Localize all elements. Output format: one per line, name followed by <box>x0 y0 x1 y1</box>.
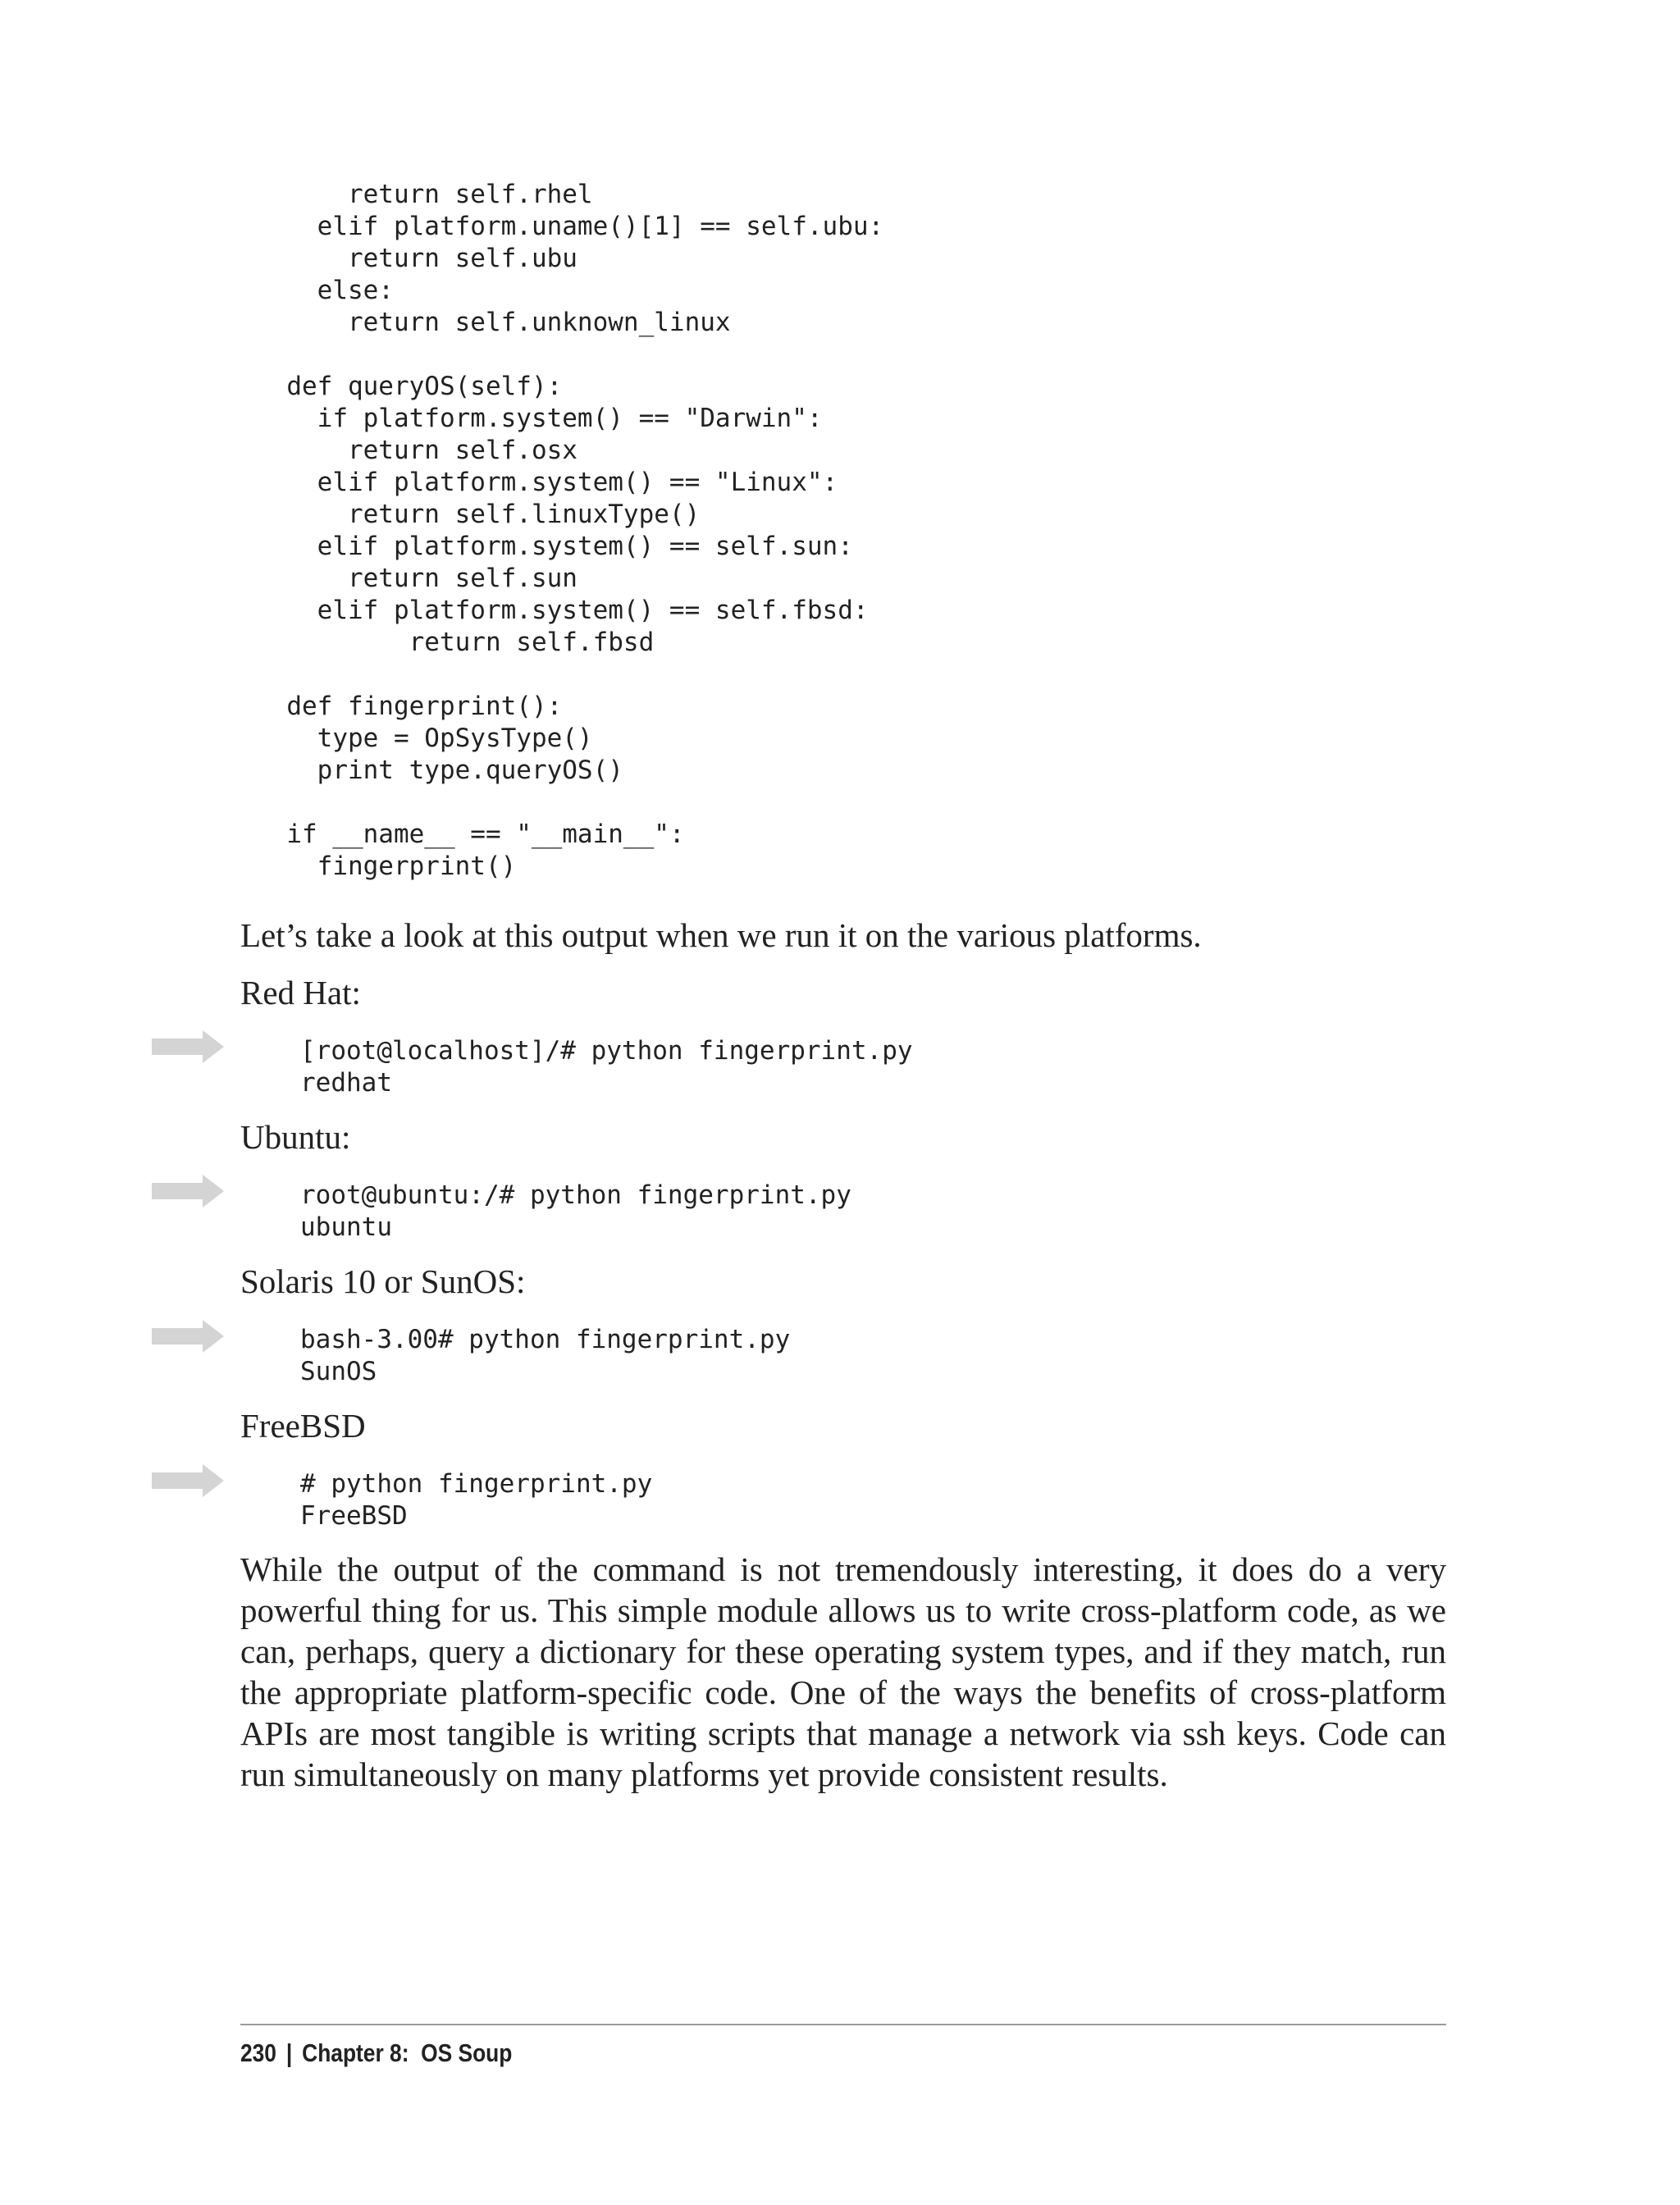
closing-paragraph: While the output of the command is not tremendously interesting, it does do a very powerful thing for us. This simple module allows us to write cross-platform code, as we can, perhaps, query a dictionary for these operating system types, and if they match, run the appropriate platform-specific code. One of the ways the benefits of cross-platform APIs are most tangible is writing scripts that manage a network via ssh keys. Code can run simultaneously on many platforms yet provide consistent results. <box>240 1550 1446 1793</box>
intro-text: Let’s take a look at this output when we run it on the various platforms. <box>240 916 1202 954</box>
example-label-solaris: Solaris 10 or SunOS: <box>240 1262 526 1300</box>
arrow-right-icon <box>152 1320 224 1353</box>
arrow-right-icon <box>152 1030 224 1063</box>
arrow-right-icon <box>152 1464 224 1497</box>
example-output-ubuntu: root@ubuntu:/# python fingerprint.py ubuntu <box>300 1180 851 1242</box>
example-label-freebsd: FreeBSD <box>240 1407 366 1445</box>
example-output-redhat: [root@localhost]/# python fingerprint.py redhat <box>300 1036 913 1098</box>
page-number: 230 <box>240 2038 276 2067</box>
chapter-title: Chapter 8: OS Soup <box>302 2038 513 2067</box>
example-label-ubuntu: Ubuntu: <box>240 1118 351 1156</box>
footer-separator: | <box>285 2038 293 2067</box>
example-output-freebsd: # python fingerprint.py FreeBSD <box>300 1469 653 1531</box>
footer-rule <box>240 2024 1446 2025</box>
example-label-redhat: Red Hat: <box>240 974 361 1011</box>
arrow-right-icon <box>152 1175 224 1208</box>
page-footer <box>240 2037 512 2070</box>
code-listing: return self.rhel elif platform.uname()[1] == self.ubu: return self.ubu else: return self.unknown_linux def queryOS(self): if platform.system() == "Darwin": return self.osx elif platform.system() == "Linux": return self.linuxType() elif platform.system() == self.sun: return self.sun elif platform.system() == self.fbsd: return self.fbsd def fingerprint(): type = OpSysType() print type.queryOS() if __name__ == "__main__": fingerprint() <box>286 180 884 881</box>
example-output-solaris: bash-3.00# python fingerprint.py SunOS <box>300 1325 791 1386</box>
